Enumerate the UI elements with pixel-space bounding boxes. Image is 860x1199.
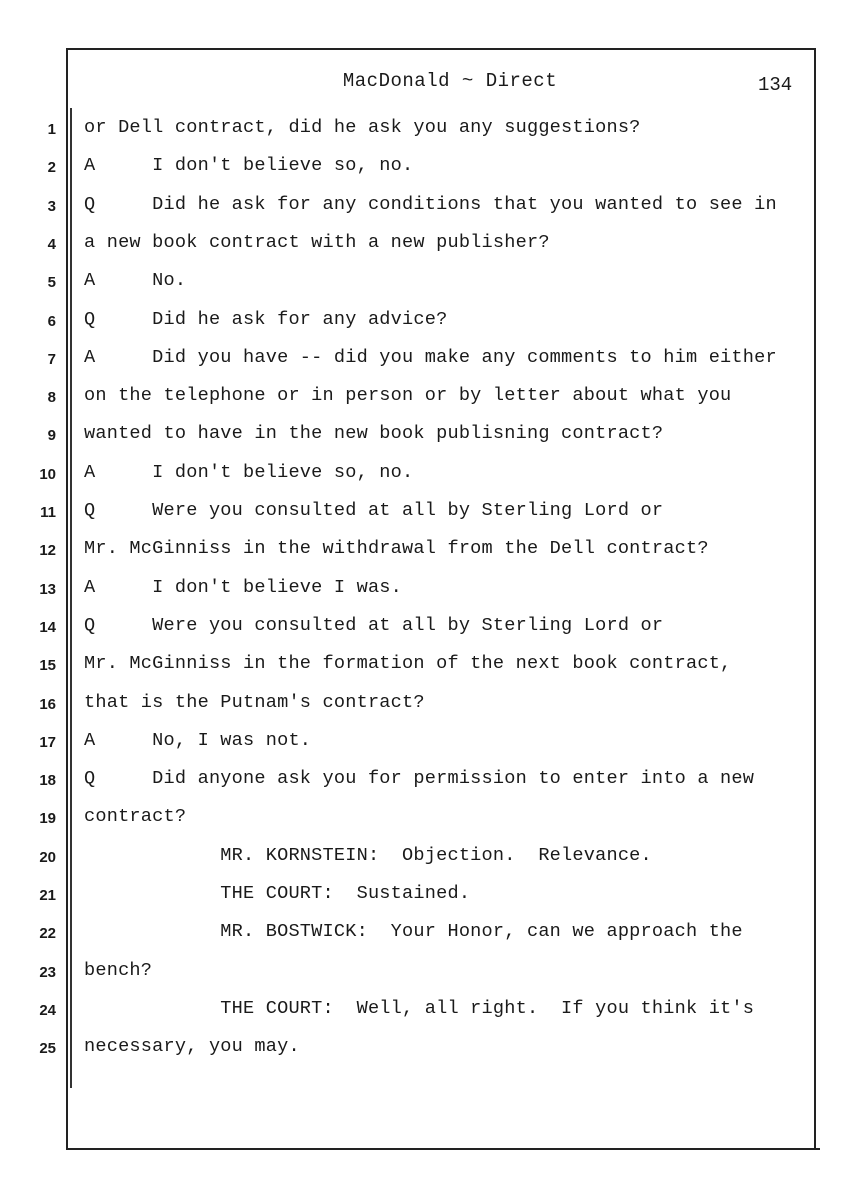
line-text: that is the Putnam's contract? xyxy=(84,691,425,713)
transcript-line xyxy=(0,613,860,643)
line-number: 23 xyxy=(39,963,56,981)
line-text: necessary, you may. xyxy=(84,1036,300,1058)
transcript-line xyxy=(0,345,860,375)
line-text: THE COURT: Well, all right. If you think it's xyxy=(84,997,755,1019)
line-number: 25 xyxy=(39,1040,56,1058)
line-number: 22 xyxy=(39,925,56,943)
line-number: 18 xyxy=(39,772,56,790)
line-text: A I don't believe I was. xyxy=(84,576,403,598)
line-number: 19 xyxy=(39,810,56,828)
page-border-bottom xyxy=(68,1148,820,1150)
transcript-line xyxy=(0,153,860,183)
line-text: or Dell contract, did he ask you any suggestions? xyxy=(84,117,641,138)
line-text: Q Were you consulted at all by Sterling Lord or xyxy=(84,500,664,521)
line-text: A Did you have -- did you make any comments to him either xyxy=(84,346,777,368)
line-number: 17 xyxy=(39,733,56,751)
line-text: THE COURT: Sustained. xyxy=(84,883,471,904)
line-number: 7 xyxy=(47,350,56,368)
line-number: 2 xyxy=(47,159,56,177)
transcript-line xyxy=(0,804,860,834)
transcript-line xyxy=(0,230,860,260)
transcript-line xyxy=(0,268,860,298)
line-text: Q Did he ask for any advice? xyxy=(84,308,448,330)
transcript-line xyxy=(0,728,860,758)
line-number: 1 xyxy=(47,121,56,138)
line-text: Q Did anyone ask you for permission to enter into a new xyxy=(84,768,755,790)
line-text: contract? xyxy=(84,806,187,828)
line-number: 3 xyxy=(47,197,56,215)
line-number: 11 xyxy=(40,504,56,521)
transcript-line xyxy=(0,996,860,1026)
line-number: 9 xyxy=(47,427,56,445)
transcript-line xyxy=(0,843,860,873)
transcript-line xyxy=(0,651,860,681)
transcript-line xyxy=(0,536,860,566)
line-number: 8 xyxy=(47,389,56,407)
line-text: MR. BOSTWICK: Your Honor, can we approach the xyxy=(84,921,743,943)
transcript-line xyxy=(0,498,860,528)
transcript-line xyxy=(0,460,860,490)
line-number: 5 xyxy=(47,274,56,292)
line-number: 13 xyxy=(39,580,56,598)
transcript-line xyxy=(0,307,860,337)
page-border-top xyxy=(68,48,816,50)
transcript-line xyxy=(0,192,860,222)
line-number: 14 xyxy=(39,618,56,636)
transcript-line xyxy=(0,115,860,145)
line-text: bench? xyxy=(84,959,153,981)
line-text: A I don't believe so, no. xyxy=(84,155,414,177)
line-text: A No. xyxy=(84,270,187,292)
line-number: 15 xyxy=(39,657,56,675)
page-header-title: MacDonald ~ Direct xyxy=(342,70,558,92)
line-text: wanted to have in the new book publisning contract? xyxy=(84,423,664,445)
line-number: 10 xyxy=(39,465,56,483)
line-number: 4 xyxy=(47,235,56,253)
transcript-line xyxy=(0,421,860,451)
line-text: Mr. McGinniss in the formation of the next book contract, xyxy=(84,653,732,675)
line-text: Q Were you consulted at all by Sterling Lord or xyxy=(84,614,664,636)
line-text: A No, I was not. xyxy=(84,729,312,751)
line-number: 20 xyxy=(39,848,56,866)
transcript-line xyxy=(0,919,860,949)
line-text: a new book contract with a new publisher? xyxy=(84,231,550,253)
line-text: on the telephone or in person or by letter about what you xyxy=(84,385,732,407)
transcript-line xyxy=(0,881,860,911)
transcript-line xyxy=(0,766,860,796)
line-number: 24 xyxy=(39,1001,56,1019)
page-number: 134 xyxy=(758,74,793,96)
line-text: MR. KORNSTEIN: Objection. Relevance. xyxy=(84,844,652,866)
line-text: Q Did he ask for any conditions that you wanted to see in xyxy=(84,193,777,215)
transcript-line xyxy=(0,383,860,413)
transcript-line xyxy=(0,1034,860,1064)
transcript-line xyxy=(0,690,860,720)
line-number: 16 xyxy=(39,695,56,713)
line-text: A I don't believe so, no. xyxy=(84,461,414,483)
line-text: Mr. McGinniss in the withdrawal from the Dell contract? xyxy=(84,538,709,560)
line-number: 6 xyxy=(47,312,56,330)
transcript-line xyxy=(0,958,860,988)
transcript-line xyxy=(0,575,860,605)
line-number: 12 xyxy=(39,542,56,560)
line-number: 21 xyxy=(39,887,56,904)
